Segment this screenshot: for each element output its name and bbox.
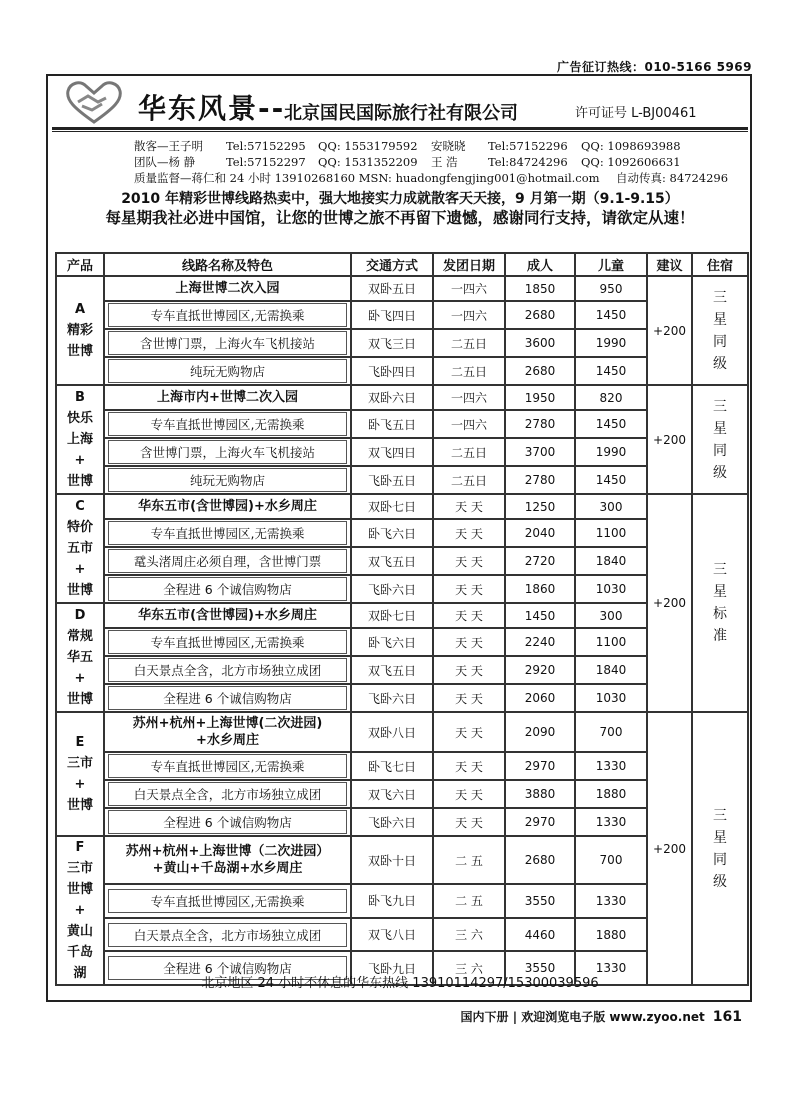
- contact-qq: QQ: 1531352209: [318, 155, 418, 169]
- departure-cell: 天 天: [433, 603, 505, 628]
- departure-cell: 三 六: [433, 918, 505, 952]
- lodging-char: 三: [713, 398, 727, 415]
- departure-cell: 二五日: [433, 357, 505, 385]
- route-feature: 含世博门票，上海火车飞机接站: [108, 440, 347, 464]
- adult-price-cell: 2680: [505, 357, 575, 385]
- departure-cell: 天 天: [433, 547, 505, 575]
- route-feature: 专车直抵世博园区,无需换乘: [108, 630, 347, 654]
- route-title-line2: +水乡周庄: [196, 733, 259, 748]
- col-header: 线路名称及特色: [104, 253, 351, 276]
- promo-line-2: 每星期我社必进中国馆，让您的世博之旅不再留下遗憾，感谢同行支持，请欲定从速！: [105, 209, 695, 227]
- transport-cell: 双卧十日: [351, 836, 433, 884]
- departure-cell: 二 五: [433, 836, 505, 884]
- tour-price-table: [55, 252, 749, 986]
- lodging-char: 同: [713, 333, 727, 350]
- route-feature: 全程进 6 个诚信购物店: [108, 577, 347, 601]
- product-label: 世博: [66, 692, 93, 707]
- child-price-cell: 700: [575, 836, 647, 884]
- product-label: 五市: [66, 541, 93, 556]
- route-cell: [104, 918, 351, 952]
- child-price-cell: 1450: [575, 410, 647, 438]
- col-header: 建议: [647, 253, 692, 276]
- child-price-cell: 1880: [575, 780, 647, 808]
- adult-price-cell: 2060: [505, 684, 575, 712]
- table-row: [56, 357, 748, 385]
- child-price-cell: 1100: [575, 628, 647, 656]
- route-cell: [104, 628, 351, 656]
- departure-cell: 天 天: [433, 575, 505, 603]
- departure-cell: 二五日: [433, 438, 505, 466]
- product-label: 湖: [73, 966, 87, 981]
- transport-cell: 双卧五日: [351, 276, 433, 301]
- transport-cell: 双卧八日: [351, 712, 433, 752]
- child-price-cell: 1450: [575, 466, 647, 494]
- contact-name: 安晓晓: [431, 139, 466, 153]
- product-label: 千岛: [66, 945, 93, 960]
- adult-price-cell: 2240: [505, 628, 575, 656]
- adult-price-cell: 2970: [505, 752, 575, 780]
- route-feature: 全程进 6 个诚信购物店: [108, 686, 347, 710]
- product-label: F: [75, 840, 85, 855]
- transport-cell: 双飞八日: [351, 918, 433, 952]
- route-title-line2: +黄山+千岛湖+水乡周庄: [152, 861, 303, 877]
- adult-price-cell: 2780: [505, 466, 575, 494]
- route-cell: [104, 329, 351, 357]
- route-feature: 白天景点全含，北方市场独立成团: [108, 782, 347, 806]
- suggest-cell: +200: [647, 385, 692, 494]
- lodging-char: 三: [713, 562, 727, 578]
- quality-supervisor: 质量监督—蒋仁和 24 小时 13910268160 MSN: huadongfengjing001@hotmail.com: [134, 171, 600, 185]
- route-cell: [104, 808, 351, 836]
- adult-price-cell: 1250: [505, 494, 575, 519]
- adult-price-cell: 2970: [505, 808, 575, 836]
- child-price-cell: 1450: [575, 301, 647, 329]
- table-row: [56, 301, 748, 329]
- table-row: [56, 385, 748, 410]
- product-label: 精彩: [66, 323, 93, 338]
- product-label: D: [74, 608, 86, 623]
- adult-price-cell: 4460: [505, 918, 575, 952]
- product-label: 世博: [66, 583, 93, 598]
- departure-cell: 一四六: [433, 301, 505, 329]
- suggest-cell: +200: [647, 276, 692, 385]
- col-header: 成人: [505, 253, 575, 276]
- lodging-char: 准: [713, 628, 727, 644]
- adult-price-cell: 2720: [505, 547, 575, 575]
- promo-line-1: 2010 年精彩世博线路热卖中，强大地接实力成就散客天天接，9 月第一期（9.1-9.15）: [121, 191, 679, 207]
- child-price-cell: 1030: [575, 684, 647, 712]
- col-header: 产品: [56, 253, 104, 276]
- contact-row: [134, 154, 744, 170]
- route-cell: [104, 884, 351, 918]
- lodging-char: 星: [713, 584, 727, 600]
- product-label: +: [74, 562, 86, 577]
- route-feature: 纯玩无购物店: [108, 359, 347, 383]
- product-cell: [56, 712, 104, 836]
- child-price-cell: 1330: [575, 951, 647, 985]
- suggest-cell: +200: [647, 494, 692, 712]
- child-price-cell: 1450: [575, 357, 647, 385]
- departure-cell: 天 天: [433, 752, 505, 780]
- lodging-char: 级: [713, 464, 727, 481]
- adult-price-cell: 1450: [505, 603, 575, 628]
- transport-cell: 双飞五日: [351, 547, 433, 575]
- route-feature: 鼋头渚周庄必须自理，含世博门票: [108, 549, 347, 573]
- table-row: [56, 836, 748, 884]
- table-row: [56, 575, 748, 603]
- departure-cell: 天 天: [433, 628, 505, 656]
- product-label: 三市: [66, 756, 93, 771]
- lodging-char: 级: [713, 355, 727, 372]
- route-feature: 全程进 6 个诚信购物店: [108, 810, 347, 834]
- departure-cell: 天 天: [433, 808, 505, 836]
- page-number: 161: [712, 1009, 742, 1025]
- child-price-cell: 1100: [575, 519, 647, 547]
- handshake-heart-logo-icon: [64, 80, 124, 124]
- departure-cell: 一四六: [433, 410, 505, 438]
- route-feature: 专车直抵世博园区,无需换乘: [108, 521, 347, 545]
- route-cell: [104, 547, 351, 575]
- contact-row: [134, 170, 744, 186]
- table-row: [56, 712, 748, 752]
- transport-cell: 飞卧六日: [351, 575, 433, 603]
- adult-price-cell: 2090: [505, 712, 575, 752]
- transport-cell: 飞卧五日: [351, 466, 433, 494]
- product-label: +: [74, 453, 86, 468]
- product-label: 三市: [66, 861, 93, 876]
- route-feature: 专车直抵世博园区,无需换乘: [108, 889, 347, 913]
- product-cell: [56, 494, 104, 603]
- transport-cell: 卧飞四日: [351, 301, 433, 329]
- lodging-char: 星: [713, 311, 727, 328]
- transport-cell: 卧飞六日: [351, 628, 433, 656]
- table-row: [56, 329, 748, 357]
- adult-price-cell: 3880: [505, 780, 575, 808]
- transport-cell: 卧飞九日: [351, 884, 433, 918]
- contact-tel: Tel:57152295: [226, 139, 306, 153]
- auto-fax: 自动传真: 84724296: [616, 171, 729, 185]
- table-row: [56, 519, 748, 547]
- route-title: 上海市内+世博二次入园: [157, 390, 298, 405]
- brand-name: 华东风景--: [138, 92, 286, 125]
- lodging-char: 标: [713, 606, 727, 622]
- adult-price-cell: 1950: [505, 385, 575, 410]
- contact-name: 团队—杨 静: [134, 155, 196, 169]
- adult-price-cell: 2040: [505, 519, 575, 547]
- route-feature: 含世博门票，上海火车飞机接站: [108, 331, 347, 355]
- adult-price-cell: 3550: [505, 884, 575, 918]
- company-name: 北京国民国际旅行社有限公司: [284, 103, 518, 124]
- route-cell: [104, 410, 351, 438]
- route-cell: [104, 752, 351, 780]
- table-row: [56, 656, 748, 684]
- contact-qq: QQ: 1092606631: [581, 155, 681, 169]
- table-row: [56, 808, 748, 836]
- lodging-char: 三: [713, 807, 727, 824]
- table-row: [56, 603, 748, 628]
- product-cell: [56, 276, 104, 385]
- departure-cell: 天 天: [433, 494, 505, 519]
- product-cell: [56, 836, 104, 985]
- route-cell: [104, 276, 351, 301]
- route-feature: 专车直抵世博园区,无需换乘: [108, 754, 347, 778]
- col-header: 发团日期: [433, 253, 505, 276]
- ad-hotline: 广告征订热线：010-5166 5969: [556, 60, 752, 74]
- table-row: [56, 438, 748, 466]
- adult-price-cell: 2780: [505, 410, 575, 438]
- product-cell: [56, 385, 104, 494]
- product-label: 华五: [66, 650, 93, 665]
- departure-cell: 一四六: [433, 276, 505, 301]
- route-feature: 白天景点全含，北方市场独立成团: [108, 923, 347, 947]
- child-price-cell: 820: [575, 385, 647, 410]
- contact-row: [134, 138, 744, 154]
- contact-block: [134, 138, 744, 186]
- departure-cell: 天 天: [433, 712, 505, 752]
- table-row: [56, 410, 748, 438]
- departure-cell: 天 天: [433, 519, 505, 547]
- beijing-hotline-note: 北京地区 24 小时不休息的华东热线 13910114297/15300039596: [201, 976, 599, 991]
- lodging-cell: [692, 276, 748, 385]
- child-price-cell: 950: [575, 276, 647, 301]
- lodging-char: 同: [713, 851, 727, 868]
- departure-cell: 天 天: [433, 780, 505, 808]
- route-cell: [104, 438, 351, 466]
- route-feature: 专车直抵世博园区,无需换乘: [108, 303, 347, 327]
- col-header: 住宿: [692, 253, 748, 276]
- lodging-char: 三: [713, 289, 727, 306]
- contact-name: 散客—王子明: [134, 139, 203, 153]
- route-cell: [104, 603, 351, 628]
- adult-price-cell: 3700: [505, 438, 575, 466]
- product-label: 世博: [66, 344, 93, 359]
- contact-qq: QQ: 1553179592: [318, 139, 418, 153]
- child-price-cell: 1880: [575, 918, 647, 952]
- product-cell: [56, 603, 104, 712]
- transport-cell: 双飞三日: [351, 329, 433, 357]
- product-label: C: [75, 499, 85, 514]
- product-label: 上海: [66, 432, 93, 447]
- child-price-cell: 1030: [575, 575, 647, 603]
- table-row: [56, 547, 748, 575]
- departure-cell: 天 天: [433, 656, 505, 684]
- product-label: +: [74, 903, 86, 918]
- product-label: A: [74, 302, 86, 317]
- route-cell: [104, 575, 351, 603]
- transport-cell: 卧飞六日: [351, 519, 433, 547]
- lodging-char: 级: [713, 873, 727, 890]
- promo-banner: [52, 190, 748, 228]
- route-feature: 全程进 6 个诚信购物店: [108, 956, 347, 980]
- table-row: [56, 918, 748, 952]
- route-title: 华东五市(含世博园)+水乡周庄: [138, 608, 317, 623]
- product-label: B: [75, 390, 85, 405]
- child-price-cell: 1990: [575, 329, 647, 357]
- table-header-row: [56, 253, 748, 276]
- departure-cell: 一四六: [433, 385, 505, 410]
- route-feature: 纯玩无购物店: [108, 468, 347, 492]
- lodging-char: 同: [713, 442, 727, 459]
- route-cell: [104, 494, 351, 519]
- contact-tel: Tel:84724296: [488, 155, 568, 169]
- col-header: 儿童: [575, 253, 647, 276]
- route-feature: 专车直抵世博园区,无需换乘: [108, 412, 347, 436]
- adult-price-cell: 1860: [505, 575, 575, 603]
- transport-cell: 双卧六日: [351, 385, 433, 410]
- transport-cell: 双卧七日: [351, 603, 433, 628]
- child-price-cell: 300: [575, 494, 647, 519]
- product-label: 世博: [66, 474, 93, 489]
- product-label: 特价: [66, 520, 93, 535]
- adult-price-cell: 3600: [505, 329, 575, 357]
- route-cell: [104, 656, 351, 684]
- child-price-cell: 1840: [575, 547, 647, 575]
- product-label: 常规: [66, 629, 93, 644]
- transport-cell: 双飞六日: [351, 780, 433, 808]
- route-title: 上海世博二次入园: [175, 281, 280, 296]
- transport-cell: 双飞五日: [351, 656, 433, 684]
- child-price-cell: 1330: [575, 884, 647, 918]
- table-row: [56, 884, 748, 918]
- contact-name: 王 浩: [431, 155, 458, 169]
- route-cell: [104, 357, 351, 385]
- transport-cell: 卧飞五日: [351, 410, 433, 438]
- route-cell: [104, 836, 351, 884]
- table-row: [56, 684, 748, 712]
- adult-price-cell: 3550: [505, 951, 575, 985]
- child-price-cell: 1990: [575, 438, 647, 466]
- lodging-char: 星: [713, 420, 727, 437]
- table-row: [56, 276, 748, 301]
- table-row: [56, 628, 748, 656]
- product-label: +: [74, 671, 86, 686]
- suggest-cell: +200: [647, 712, 692, 985]
- contact-tel: Tel:57152297: [226, 155, 306, 169]
- product-label: 世博: [66, 882, 93, 897]
- footer-text: 国内下册 | 欢迎浏览电子版 www.zyoo.net: [460, 1010, 705, 1024]
- route-cell: [104, 519, 351, 547]
- transport-cell: 飞卧六日: [351, 684, 433, 712]
- route-cell: [104, 780, 351, 808]
- transport-cell: 飞卧六日: [351, 808, 433, 836]
- page-footer: [461, 1008, 742, 1025]
- route-cell: [104, 684, 351, 712]
- departure-cell: 二 五: [433, 884, 505, 918]
- header-rule: [52, 127, 748, 130]
- departure-cell: 天 天: [433, 684, 505, 712]
- adult-price-cell: 2680: [505, 836, 575, 884]
- route-cell: [104, 385, 351, 410]
- adult-price-cell: 2680: [505, 301, 575, 329]
- route-cell: [104, 712, 351, 752]
- lodging-cell: [692, 385, 748, 494]
- transport-cell: 卧飞七日: [351, 752, 433, 780]
- child-price-cell: 300: [575, 603, 647, 628]
- table-row: [56, 466, 748, 494]
- departure-cell: 二五日: [433, 329, 505, 357]
- child-price-cell: 1330: [575, 752, 647, 780]
- child-price-cell: 1840: [575, 656, 647, 684]
- child-price-cell: 1330: [575, 808, 647, 836]
- child-price-cell: 700: [575, 712, 647, 752]
- header-rule-thin: [52, 131, 748, 132]
- product-label: +: [74, 777, 86, 792]
- route-feature: 白天景点全含，北方市场独立成团: [108, 658, 347, 682]
- lodging-char: 星: [713, 829, 727, 846]
- route-title: 华东五市(含世博园)+水乡周庄: [138, 499, 317, 514]
- license-number: 许可证号 L-BJ00461: [575, 106, 697, 121]
- adult-price-cell: 1850: [505, 276, 575, 301]
- departure-cell: 三 六: [433, 951, 505, 985]
- departure-cell: 二五日: [433, 466, 505, 494]
- contact-tel: Tel:57152296: [488, 139, 568, 153]
- lodging-cell: [692, 494, 748, 712]
- product-label: E: [75, 735, 85, 750]
- transport-cell: 双卧七日: [351, 494, 433, 519]
- table-row: [56, 752, 748, 780]
- route-cell: [104, 301, 351, 329]
- transport-cell: 飞卧九日: [351, 951, 433, 985]
- contact-qq: QQ: 1098693988: [581, 139, 681, 153]
- product-label: 世博: [66, 798, 93, 813]
- route-title: 苏州+杭州+上海世博(二次进园): [132, 716, 323, 731]
- route-cell: [104, 466, 351, 494]
- transport-cell: 双飞四日: [351, 438, 433, 466]
- table-row: [56, 780, 748, 808]
- lodging-cell: [692, 712, 748, 985]
- adult-price-cell: 2920: [505, 656, 575, 684]
- product-label: 黄山: [66, 924, 93, 939]
- transport-cell: 飞卧四日: [351, 357, 433, 385]
- product-label: 快乐: [66, 411, 93, 426]
- col-header: 交通方式: [351, 253, 433, 276]
- route-title: 苏州+杭州+上海世博（二次进园）: [125, 844, 330, 860]
- table-row: [56, 494, 748, 519]
